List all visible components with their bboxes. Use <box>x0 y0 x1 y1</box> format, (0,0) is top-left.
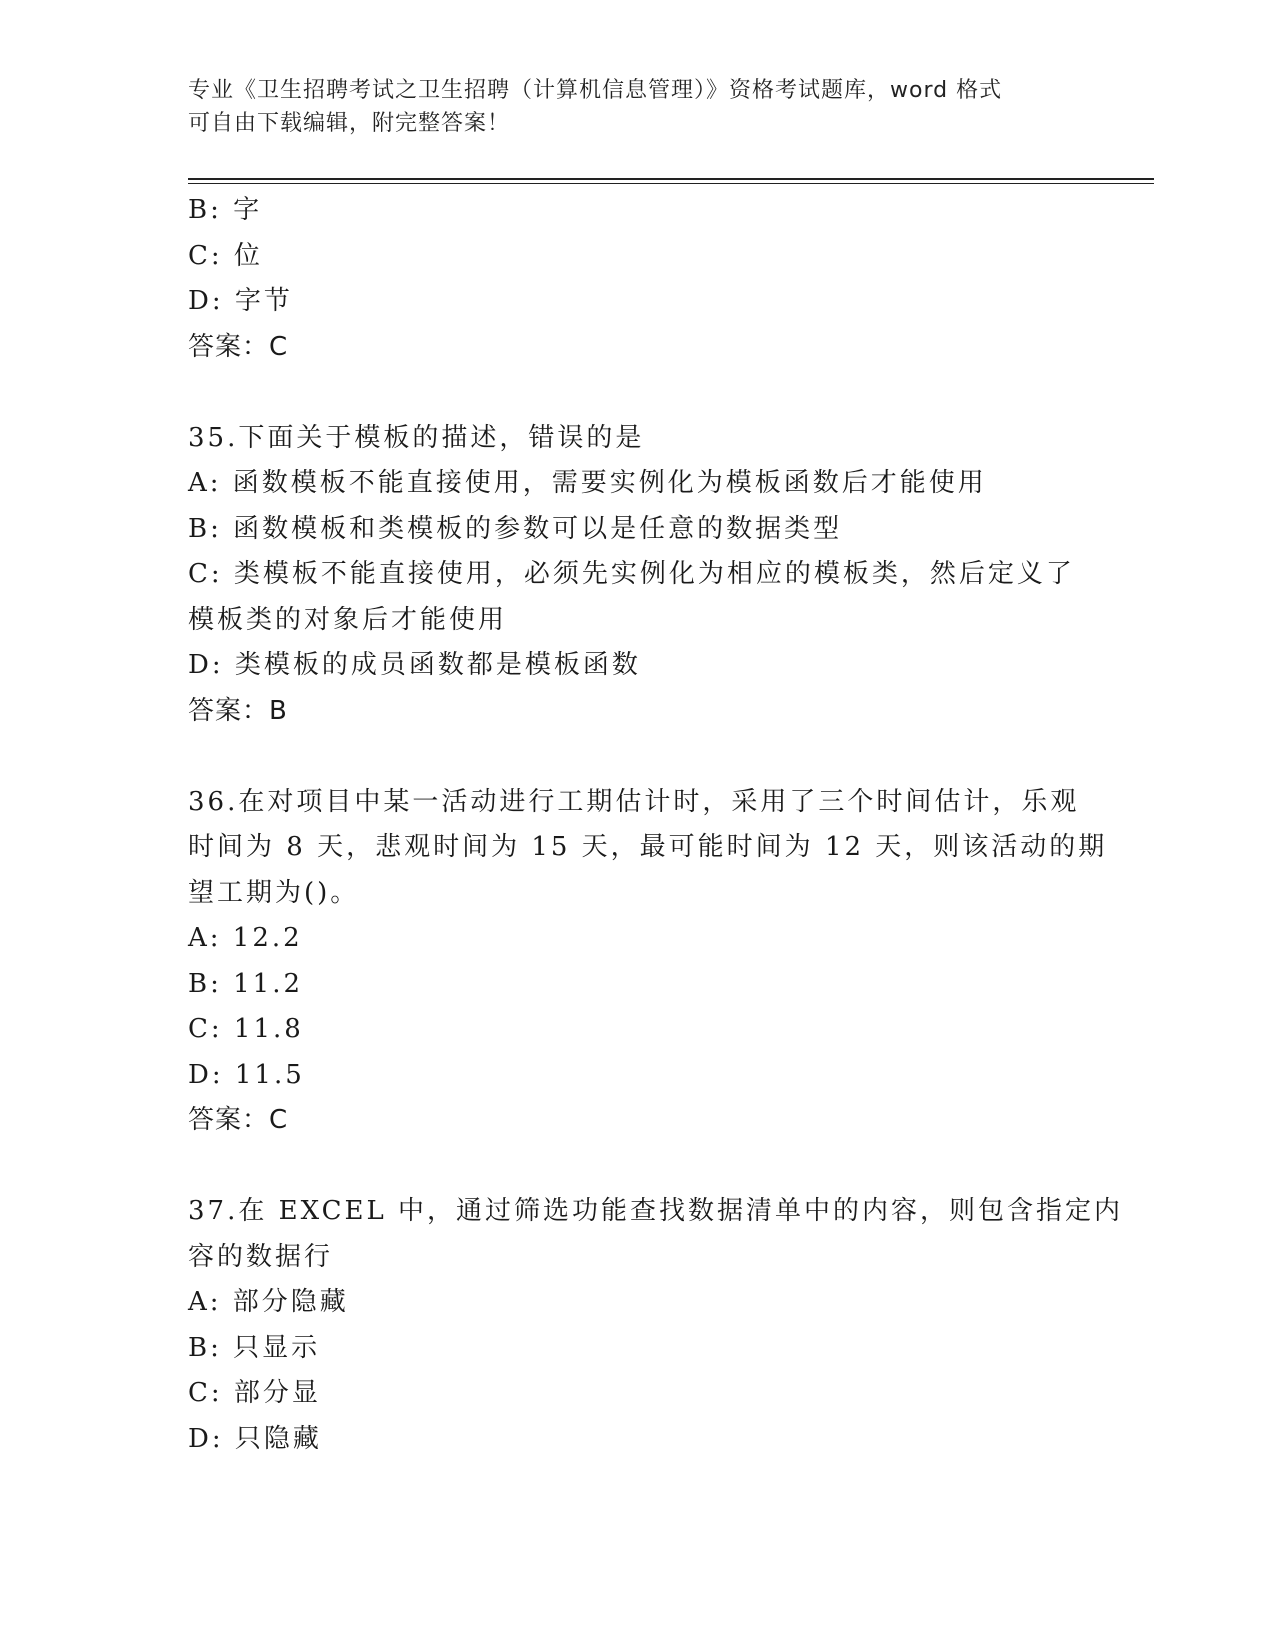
option-c-continued: 模板类的对象后才能使用 <box>188 604 508 635</box>
option-c: C: 部分显 <box>188 1378 321 1408</box>
spacer <box>188 734 1088 780</box>
header-rule-thin <box>188 183 1154 184</box>
option-b: B: 只显示 <box>188 1332 321 1363</box>
question-37 <box>188 1189 1124 1462</box>
question-35 <box>188 416 1088 735</box>
document-header <box>188 74 1088 140</box>
header-rule-thick <box>188 178 1154 180</box>
option-a: A: 12.2 <box>188 923 303 953</box>
option-d: D: 11.5 <box>188 1059 305 1090</box>
answer-line: 答案：B <box>188 695 288 726</box>
option-c: C: 位 <box>188 240 263 271</box>
option-d: D: 字节 <box>188 286 293 316</box>
answer-line: 答案：C <box>188 1105 289 1135</box>
question-stem: 36.在对项目中某一活动进行工期估计时，采用了三个时间估计，乐观 <box>188 786 1080 817</box>
question-stem: 37.在 EXCEL 中，通过筛选功能查找数据清单中的内容，则包含指定内 <box>188 1196 1124 1226</box>
option-b: B: 字 <box>188 195 263 225</box>
spacer <box>188 1144 1088 1190</box>
spacer <box>188 370 1088 416</box>
header-line-2: 可自由下载编辑，附完整答案！ <box>188 111 511 136</box>
option-b: B: 函数模板和类模板的参数可以是任意的数据类型 <box>188 513 843 544</box>
answer-line: 答案：C <box>188 331 289 362</box>
option-c: C: 11.8 <box>188 1014 304 1044</box>
question-stem-continued: 容的数据行 <box>188 1241 334 1272</box>
question-stem-continued: 时间为 8 天，悲观时间为 15 天，最可能时间为 12 天，则该活动的期 <box>188 832 1108 862</box>
option-b: B: 11.2 <box>188 968 304 999</box>
header-line-1: 专业《卫生招聘考试之卫生招聘（计算机信息管理）》资格考试题库，word 格式 <box>188 78 1003 103</box>
option-c: C: 类模板不能直接使用，必须先实例化为相应的模板类，然后定义了 <box>188 559 1075 589</box>
document-body <box>188 188 1124 1462</box>
question-stem-continued: 望工期为()。 <box>188 877 360 908</box>
option-a: A: 部分隐藏 <box>188 1287 349 1317</box>
option-a: A: 函数模板不能直接使用，需要实例化为模板函数后才能使用 <box>188 468 987 498</box>
question-34-continued <box>188 188 1088 370</box>
option-d: D: 类模板的成员函数都是模板函数 <box>188 650 641 680</box>
question-36 <box>188 780 1108 1144</box>
option-d: D: 只隐藏 <box>188 1423 322 1454</box>
question-stem: 35.下面关于模板的描述，错误的是 <box>188 422 645 453</box>
